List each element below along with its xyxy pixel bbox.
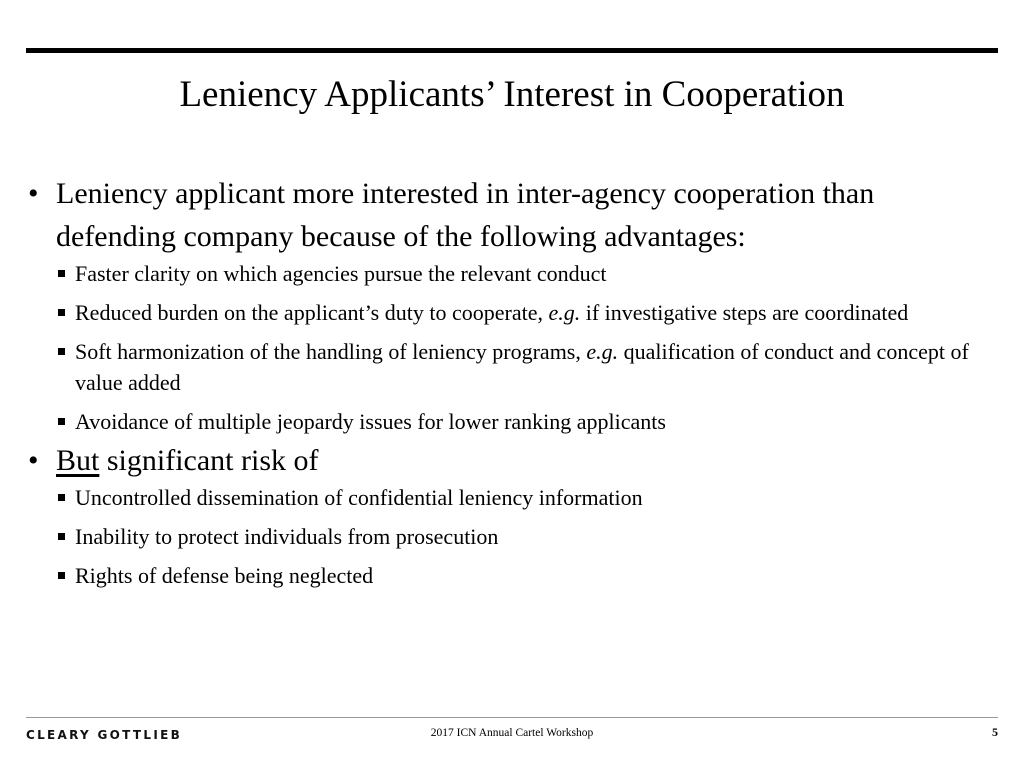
sub-bullet-inability-protect [26,521,1001,552]
page-number: 5 [992,725,998,739]
sub-bullet-text: Faster clarity on which agencies pursue the relevant conduct [75,261,607,286]
sub-bullet-rights-of-defense [26,560,1001,591]
bullet-text: Leniency applicant more interested in inter-agency cooperation than defending company because of the following advantages: [56,177,875,253]
bullet-dot-icon: • [28,177,39,210]
top-divider [26,48,998,53]
square-bullet-icon [58,494,65,501]
sub-bullet-soft-harmonization [26,336,1001,398]
square-bullet-icon [58,348,65,355]
underlined-word: But [56,444,100,477]
square-bullet-icon [58,572,65,579]
cleary-gottlieb-logo: CLEARY GOTTLIEB [26,728,183,742]
square-bullet-icon [58,418,65,425]
sub-bullet-text: if investigative steps are coordinated [580,300,909,325]
sub-bullet-text: Reduced burden on the applicant’s duty to cooperate, [75,300,549,325]
bullet-leniency-interest [26,172,1001,258]
bullet-dot-icon: • [28,444,39,477]
bullet-text: significant risk of [99,444,319,477]
square-bullet-icon [58,533,65,540]
bullet-significant-risk [26,439,1001,482]
slide-title: Leniency Applicants’ Interest in Cooperation [179,74,845,115]
slide-body [26,172,1001,591]
footer-event-name: 2017 ICN Annual Cartel Workshop [430,727,594,739]
square-bullet-icon [58,309,65,316]
square-bullet-icon [58,270,65,277]
sub-bullet-text: Avoidance of multiple jeopardy issues for lower ranking applicants [75,409,666,434]
sub-bullet-text: Soft harmonization of the handling of leniency programs, [75,339,587,364]
sub-bullet-italic: e.g. [548,300,581,325]
sub-bullet-text: qualification of conduct and concept of value added [75,339,969,395]
sub-bullet-text: Uncontrolled dissemination of confidential leniency information [75,485,643,510]
sub-bullet-text: Inability to protect individuals from prosecution [75,524,499,549]
footer-divider [26,717,998,718]
sub-bullet-multiple-jeopardy [26,406,1001,437]
sub-bullet-faster-clarity [26,258,1001,289]
sub-bullet-italic: e.g. [586,339,619,364]
sub-bullet-text: Rights of defense being neglected [75,563,374,588]
sub-bullet-reduced-burden [26,297,1001,328]
sub-bullet-uncontrolled-dissemination [26,482,1001,513]
